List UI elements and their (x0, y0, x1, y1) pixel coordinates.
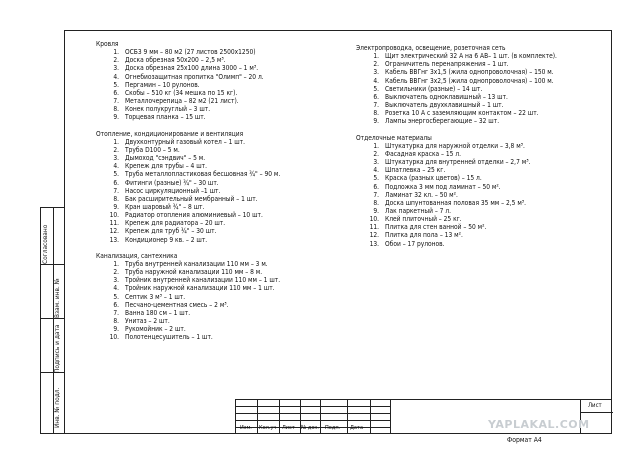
list-item: 8. Бак расширительный мембранный – 1 шт. (113, 194, 258, 203)
list-item: 8. Розетка 10 А с заземляющим контактом – 22 шт. (373, 109, 539, 118)
list-item: 6. Скобы – 510 кг (34 мешка по 15 кг). (113, 88, 238, 97)
section-title-electric: Электропроводка, освещение, розеточная сеть (356, 44, 506, 52)
list-item: 5. Пергамин – 10 рулонов. (113, 80, 200, 89)
list-item: 11. Плитка для стен ванной – 50 м². (369, 223, 487, 232)
list-item: 7. Выключатель двухклавишный – 1 шт. (373, 101, 504, 110)
list-item: 4. Шпатлевка – 25 кг. (373, 166, 446, 175)
tb-header-data: Дата (350, 425, 364, 431)
list-item: 5. Септик 3 м³ – 1 шт. (113, 292, 186, 301)
watermark-logo: YAPLAKAL.COM (488, 418, 590, 431)
list-item: 9. Кран шаровый ¾" – 8 шт. (113, 202, 205, 211)
list-item: 4. Огнебиозащитная пропитка "Олимп" – 20 л. (113, 72, 264, 81)
list-item: 3. Доска обрезная 25х100 длина 3000 – 1 м³. (113, 64, 259, 73)
tb-header-kol-uch: Кол.уч (259, 425, 277, 431)
list-item: 6. Подложка 3 мм под ламинат – 50 м². (373, 182, 501, 191)
list-item: 9. Лак паркетный – 7 л. (373, 206, 452, 215)
list-item: 5. Краска (разных цветов) – 15 л. (373, 174, 482, 183)
tb-header-izm: Изм. (240, 425, 252, 431)
roof-list (96, 48, 280, 121)
list-item: 9. Лампы энергосберегающие – 32 шт. (373, 117, 500, 126)
format-label: Формат А4 (507, 436, 542, 444)
section-title-plumbing: Канализация, сантехника (96, 251, 178, 260)
list-item: 6. Песчано-цементная смесь – 2 м³. (113, 300, 229, 309)
list-item: 2. Ограничитель перенапряжения – 1 шт. (373, 60, 509, 69)
list-item: 7. Металлочерепица – 82 м2 (21 лист). (113, 97, 239, 106)
list-item: 5. Труба металлопластиковая бесшовная ¾" – 90 м. (113, 170, 281, 179)
tb-header-n-dok: № док. (301, 425, 320, 431)
list-item: 2. Доска обрезная 50х200 – 2,5 м³. (113, 56, 226, 65)
section-title-roof: Кровля (96, 40, 119, 48)
tb-header-list: Лист (282, 425, 295, 431)
list-item: 7. Насос циркуляционный –1 шт. (113, 186, 221, 195)
section-title-finishing: Отделочные материалы (356, 133, 432, 142)
tb-header-podp: Подп. (325, 425, 341, 431)
list-item: 6. Выключатель одноклавишный – 13 шт. (373, 92, 508, 101)
list-item: 12. Плитка для пола – 13 м². (369, 231, 463, 240)
finishing-list (356, 142, 557, 248)
list-item: 4. Тройник наружной канализации 110 мм – 1 шт. (113, 284, 275, 293)
section-title-heating: Отопление, кондиционирование и вентиляция (96, 129, 244, 138)
list-item: 3. Штукатурка для внутренней отделки – 2,7 м³. (373, 158, 531, 167)
list-item: 13. Обои – 17 рулонов. (369, 239, 445, 248)
list-item: 5. Светильники (разные) – 14 шт. (373, 84, 483, 93)
list-item: 6. Фитинги (разные) ¾" – 30 шт. (113, 178, 219, 187)
list-item: 3. Кабель ВВГнг 3х1,5 (жила однопроволочная) – 150 м. (373, 68, 554, 77)
side-label-vzam-inv: Взам. инв. № (53, 278, 61, 318)
list-item: 4. Крепеж для трубы – 4 шт. (113, 162, 207, 171)
list-item: 3. Тройник внутренней канализации 110 мм – 1 шт. (113, 276, 281, 285)
list-item: 10. Полотенцесушитель – 1 шт. (109, 333, 213, 342)
list-item: 7. Ламинат 32 кл. – 50 м². (373, 190, 458, 199)
list-item: 2. Труба D100 – 5 м. (113, 145, 180, 154)
heating-list (96, 138, 280, 244)
list-item: 3. Дымоход "сэндвич" – 5 м. (113, 154, 206, 163)
list-item: 1. Двухконтурный газовый котел – 1 шт. (113, 137, 245, 146)
list-item: 8. Унитаз – 2 шт. (113, 317, 170, 325)
right-column (356, 44, 557, 248)
list-item: 9. Торцевая планка – 15 шт. (113, 113, 206, 122)
list-item: 8. Доска шпунтованная половая 35 мм – 2,5 м³. (373, 198, 527, 207)
side-label-inv-podl: Инв. № подл. (53, 387, 61, 428)
list-item: 1. Труба внутренней канализации 110 мм – 3 м. (113, 259, 268, 268)
list-item: 10. Клей плиточный – 25 кг. (369, 215, 462, 224)
list-item: 4. Кабель ВВГнг 3х2,5 (жила однопроволочная) – 100 м. (373, 76, 554, 85)
plumbing-list (96, 260, 280, 342)
list-item: 13. Кондиционер 9 кв. – 2 шт. (109, 235, 208, 244)
list-item: 10. Радиатор отопления алюминиевый – 10 шт. (109, 211, 263, 220)
left-column (96, 40, 280, 341)
tb-sheet-label: Лист (588, 402, 602, 409)
list-item: 1. ОСБ3 9 мм – 80 м2 (27 листов 2500х1250) (113, 48, 256, 57)
side-label-podpis-data: Подпись и дата (53, 324, 61, 373)
list-item: 2. Труба наружной канализации 110 мм – 8 м. (113, 268, 263, 277)
list-item: 1. Щит электрический 32 А на 6 АВ– 1 шт. (в комплекте). (373, 52, 557, 61)
list-item: 11. Крепеж для радиатора – 20 шт. (109, 219, 226, 228)
list-item: 1. Штукатурка для наружной отделки – 3,8 м³. (373, 141, 525, 150)
list-item: 7. Ванна 180 см – 1 шт. (113, 308, 191, 317)
list-item: 2. Фасадная краска – 15 л. (373, 149, 462, 158)
list-item: 9. Рукомойник – 2 шт. (113, 325, 186, 334)
electric-list (356, 52, 557, 125)
list-item: 8. Конек полукруглый – 3 шт. (113, 105, 211, 114)
side-label-soglasovano: Согласовано (41, 224, 49, 264)
list-item: 12. Крепеж для труб ¾" – 30 шт. (109, 227, 217, 236)
